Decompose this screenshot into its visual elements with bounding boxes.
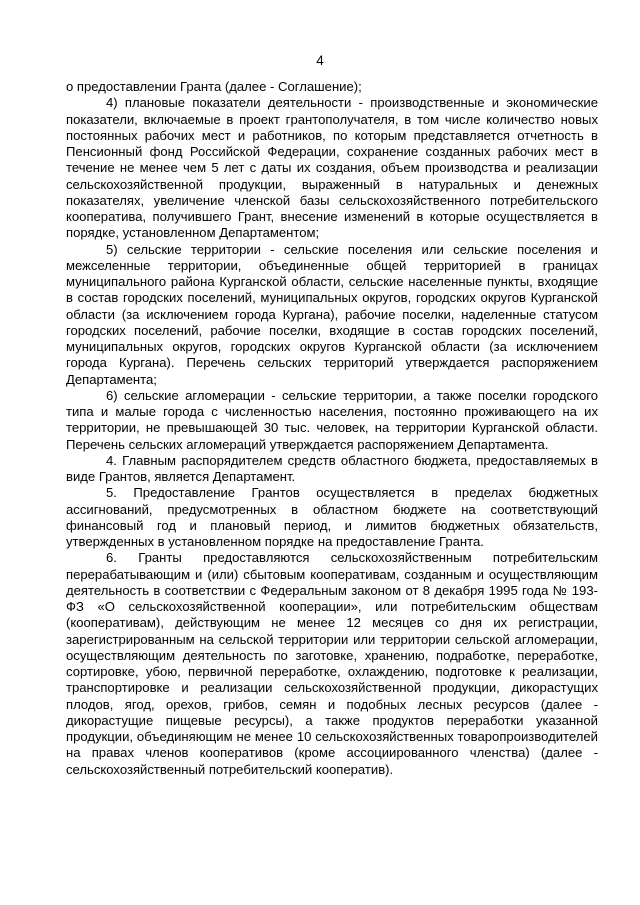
page-number: 4 xyxy=(316,53,324,68)
paragraph-continuation: о предоставлении Гранта (далее - Соглашение); xyxy=(66,79,362,94)
paragraph-item-4-planned-indicators: 4) плановые показатели деятельности - производственные и экономические показатели, включаемые в проект грантополучателя, в том числе количество новых постоянных рабочих мест и работников, по которым представляется отчетность в Пенсионный фонд Российской Федерации, сохранение созданных рабочих мест в течение не менее чем 5 лет с даты их создания, объем производства и реализации сельскохозяйственной продукции, выраженный в натуральных и денежных показателях, увеличение членской базы сельскохозяйственного потребительского кооператива, получившего Грант, внесение изменений в которые осуществляется в порядке, установленном Департаментом; xyxy=(66,95,598,241)
document-body xyxy=(66,79,598,778)
paragraph-section-6-grant-recipients: 6. Гранты предоставляются сельскохозяйственным потребительским перерабатывающим и (или) сбытовым кооперативам, созданным и осуществляющим деятельность в соответствии с Федеральным законом от 8 декабря 1995 года № 193-ФЗ «О сельскохозяйственной кооперации», или потребительским обществам (кооперативам), действующим не менее 12 месяцев со дня их регистрации, зарегистрированным на сельской территории или территории сельской агломерации, осуществляющим деятельность по заготовке, хранению, подработке, переработке, сортировке, убою, первичной переработке, охлаждению, подготовке к реализации, транспортировке и реализации сельскохозяйственной продукции, дикорастущих плодов, ягод, орехов, грибов, семян и подобных лесных ресурсов (далее - дикорастущие пищевые ресурсы), а также продуктов переработки указанной продукции, объединяющим не менее 10 сельскохозяйственных товаропроизводителей на правах членов кооперативов (кроме ассоциированного членства) (далее - сельскохозяйственный потребительский кооператив). xyxy=(66,550,598,777)
paragraph-item-5-rural-territories: 5) сельские территории - сельские поселения или сельские поселения и межселенные территории, объединенные общей территорией в границах муниципального района Курганской области, сельские населенные пункты, входящие в состав городских поселений, муниципальных округов, городских округов Курганской области (за исключением города Кургана), рабочие поселки, наделенные статусом городских поселений, рабочие поселки, входящие в состав городских поселений, муниципальных округов, городских округов Курганской области (за исключением города Кургана). Перечень сельских территорий утверждается распоряжением Департамента; xyxy=(66,241,598,387)
paragraph-section-4-chief-administrator: 4. Главным распорядителем средств областного бюджета, предоставляемых в виде Грантов, является Департамент. xyxy=(66,452,598,484)
paragraph-section-5-grant-provision: 5. Предоставление Грантов осуществляется в пределах бюджетных ассигнований, предусмотренных в областном бюджете на соответствующий финансовый год и плановый период, и лимитов бюджетных обязательств, утвержденных в установленном порядке на предоставление Гранта. xyxy=(66,485,598,549)
paragraph-item-6-rural-agglomerations: 6) сельские агломерации - сельские территории, а также поселки городского типа и малые города с численностью населения, постоянно проживающего на их территории, не превышающей 30 тыс. человек, на территории Курганской области. Перечень сельских агломераций утверждается распоряжением Департамента. xyxy=(66,387,598,452)
